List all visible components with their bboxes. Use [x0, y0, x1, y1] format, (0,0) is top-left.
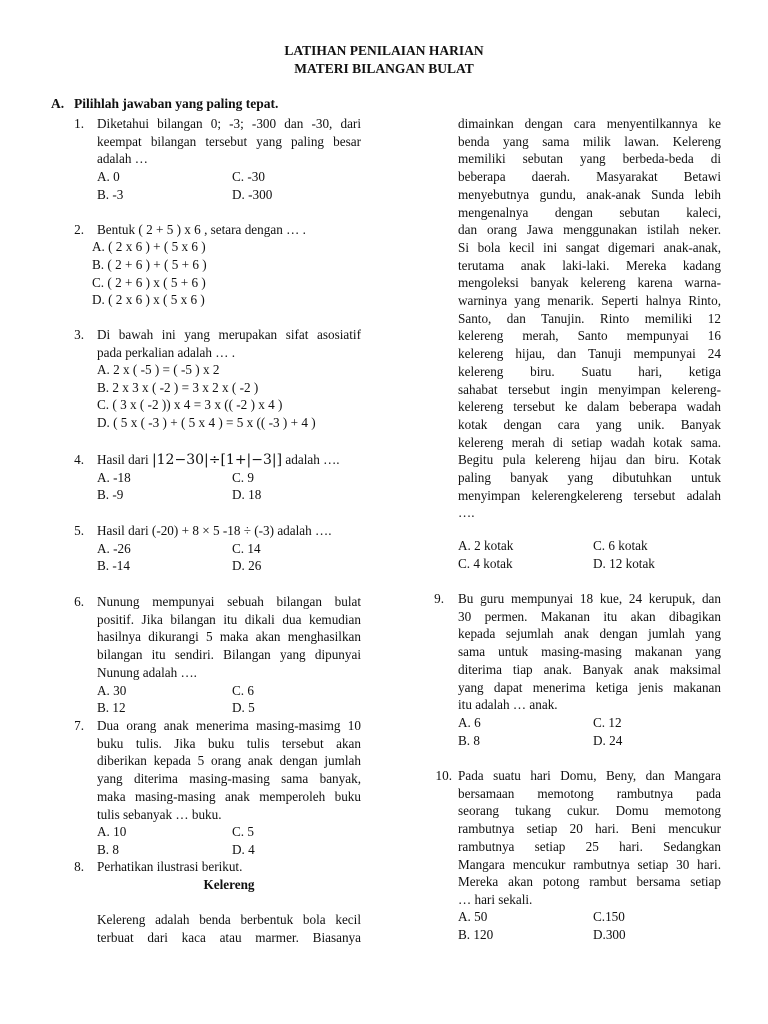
story-text-right	[458, 115, 721, 522]
option-c[interactable]: C. 5	[232, 824, 254, 839]
option-c[interactable]: C. 6	[232, 683, 254, 698]
question-line: 30 permen. Makanan itu akan dibagikan	[458, 608, 721, 624]
question-number: 4.	[74, 452, 84, 467]
question-line: Bu guru mempunyai 18 kue, 24 kerupuk, dan	[458, 591, 721, 606]
question-line: maka masing-masing anak memperoleh buku	[97, 788, 361, 804]
story-line: beberapa daerah. Masyarakat Betawi	[458, 169, 721, 185]
question-number: 8.	[74, 859, 84, 874]
question-line: positif. Jika bilangan itu dikali dua kemudian	[97, 611, 361, 627]
question-number: 1.	[74, 116, 84, 131]
question-text	[97, 115, 361, 168]
option-a[interactable]: A. 2 x ( -5 ) = ( -5 ) x 2	[97, 362, 220, 377]
question-line: tulis sebanyak … buku.	[97, 806, 222, 822]
option-b[interactable]: B. 8	[97, 842, 119, 857]
section-heading: Pilihlah jawaban yang paling tepat.	[74, 96, 279, 111]
option-a[interactable]: A. 2 kotak	[458, 538, 514, 553]
option-b[interactable]: B. 8	[458, 733, 480, 748]
question-number: 3.	[74, 327, 84, 342]
question-text: Bentuk ( 2 + 5 ) x 6 , setara dengan … .	[97, 222, 306, 237]
option-a[interactable]: A. 6	[458, 715, 481, 730]
option-a[interactable]: A. 10	[97, 824, 127, 839]
story-line: terbuat dari kaca atau marmer. Biasanya	[97, 929, 361, 945]
option-d[interactable]: D. 26	[232, 558, 262, 573]
question-text: Perhatikan ilustrasi berikut.	[97, 859, 243, 874]
question-number: 6.	[74, 594, 84, 609]
option-c[interactable]: C. -30	[232, 169, 265, 184]
question-text: Hasil dari (-20) + 8 × 5 -18 ÷ (-3) adalah ….	[97, 523, 332, 538]
question-line: pada perkalian adalah … .	[97, 344, 236, 360]
option-b[interactable]: B. 120	[458, 927, 494, 942]
option-c[interactable]: C. 9	[232, 470, 254, 485]
option-c[interactable]: C. ( 2 + 6 ) x ( 5 + 6 )	[92, 275, 206, 290]
option-c[interactable]: C. 12	[593, 715, 622, 730]
question-line: rambutnya setiap 25 hari. Sedangkan	[458, 838, 721, 854]
question-text	[97, 717, 361, 823]
story-line: Begitu pula kelereng hijau dan biru. Kotak	[458, 452, 721, 468]
option-b[interactable]: B. 12	[97, 700, 126, 715]
story-line: kelereng tersebut ke dalam beberapa wadah	[458, 399, 721, 415]
question-number: 9.	[434, 591, 444, 606]
question-line: hasilnya dikurangi 5 maka akan menghasilkan	[97, 629, 361, 645]
question-line: Pada suatu hari Domu, Beny, dan Mangara	[458, 768, 721, 783]
question-line: Diketahui bilangan 0; -3; -300 dan -30, dari	[97, 116, 361, 131]
question-text	[97, 326, 361, 361]
question-line: adalah …	[97, 151, 148, 167]
question-text	[97, 451, 340, 470]
question-suffix: adalah ….	[285, 452, 340, 467]
story-line: sahabat tersebut ingin menyimpan kelereng-	[458, 381, 721, 397]
question-line: Mangara mencukur rambutnya setiap 30 hari.	[458, 856, 721, 872]
story-line: kelereng merah di setiap wadah kotak sama.	[458, 434, 721, 450]
option-a[interactable]: A. -26	[97, 541, 131, 556]
option-a[interactable]: A. 0	[97, 169, 120, 184]
story-line: kelereng hijau, dan Tanuji mempunyai 24	[458, 346, 721, 362]
question-line: sama untuk masing-masing makanan yang	[458, 644, 721, 660]
question-line: yang diterima masing-masing sama banyak,	[97, 771, 361, 787]
question-line: seorang tukang cukur. Domu memotong	[458, 803, 721, 819]
question-line: Nunung mempunyai sebuah bilangan bulat	[97, 594, 361, 609]
question-line: buku tulis. Jika buku tulis tersebut akan	[97, 735, 361, 751]
question-text	[458, 590, 721, 714]
story-line: dan orang Jawa menggunakan istilah neker.	[458, 222, 721, 238]
question-line: itu adalah … anak.	[458, 697, 558, 713]
question-number: 7.	[74, 718, 84, 733]
question-line: Dua orang anak menerima masing-masimg 10	[97, 718, 361, 733]
story-line: warninya yang menarik. Seperti halnya Rinto,	[458, 293, 721, 309]
option-d[interactable]: D. -300	[232, 187, 273, 202]
question-line: bilangan itu sendiri. Bilangan yang dipunyai	[97, 647, 361, 663]
document-subtitle: MATERI BILANGAN BULAT	[294, 61, 474, 76]
option-d[interactable]: D. 24	[593, 733, 623, 748]
question-line: … hari sekali.	[458, 891, 533, 907]
option-c[interactable]: C. ( 3 x ( -2 )) x 4 = 3 x (( -2 ) x 4 )	[97, 397, 283, 412]
option-d[interactable]: D. 4	[232, 842, 255, 857]
option-c[interactable]: C. 6 kotak	[593, 538, 648, 553]
story-line: Si bola kecil ini sangat digemari anak-anak,	[458, 239, 721, 255]
question-number: 10.	[435, 768, 452, 783]
story-line: Kelereng adalah benda berbentuk bola kecil	[97, 912, 361, 927]
story-line: menyebutnya gundu, anak-anak Sunda lebih	[458, 186, 721, 202]
story-line: mengenalnya dengan sebutan kaleci,	[458, 204, 721, 220]
option-d[interactable]: D. ( 2 x 6 ) x ( 5 x 6 )	[92, 292, 205, 307]
story-line: memiliki sebutan yang berbeda-beda di	[458, 151, 721, 167]
story-line: dimainkan dengan cara menyentilkannya ke	[458, 116, 721, 131]
question-text	[97, 593, 361, 682]
option-c[interactable]: C. 14	[232, 541, 261, 556]
option-b[interactable]: B. ( 2 + 6 ) + ( 5 + 6 )	[92, 257, 207, 272]
question-line: Di bawah ini yang merupakan sifat asosiatif	[97, 327, 361, 342]
story-line: mengoleksi banyak kelereng karena warna-	[458, 275, 721, 291]
question-number: 5.	[74, 523, 84, 538]
option-d[interactable]: D. ( 5 x ( -3 ) + ( 5 x 4 ) = 5 x (( -3 ) + 4 )	[97, 415, 316, 430]
option-b[interactable]: B. -9	[97, 487, 124, 502]
story-line: kotak dengan cara yang unik. Banyak	[458, 416, 721, 432]
question-line: diberikan kepada 5 orang anak dengan jumlah	[97, 753, 361, 769]
question-text	[458, 767, 721, 909]
story-line: benda yang sama milik lawan. Kelereng	[458, 133, 721, 149]
story-line: menyimpan kelerengkelereng tersebut adalah	[458, 487, 721, 503]
question-line: diterima tiap anak. Banyak anak maksimal	[458, 661, 721, 677]
question-line: Mereka akan potong rambut bersama setiap	[458, 874, 721, 890]
story-line: terutama anak laki-laki. Mereka kadang	[458, 257, 721, 273]
option-a[interactable]: A. ( 2 x 6 ) + ( 5 x 6 )	[92, 239, 206, 254]
option-b[interactable]: B. -3	[97, 187, 124, 202]
question-line: yang dapat menerima ketiga jenis makanan	[458, 679, 721, 695]
option-d[interactable]: D.300	[593, 927, 626, 942]
option-c[interactable]: C.150	[593, 909, 625, 924]
story-line: kelereng merah, Santo mempunyai 16	[458, 328, 721, 344]
option-a[interactable]: A. 30	[97, 683, 127, 698]
story-line: kelereng biru. Suatu hari, ketiga	[458, 363, 721, 379]
question-prefix: Hasil dari	[97, 452, 149, 467]
story-line: Santo, dan Tanujin. Rinto memiliki 12	[458, 310, 721, 326]
option-d[interactable]: D. 12 kotak	[593, 556, 655, 571]
question-line: kepada sejumlah anak dengan jumlah yang	[458, 626, 721, 642]
question-number: 2.	[74, 222, 84, 237]
option-a[interactable]: A. 50	[458, 909, 488, 924]
math-expression: |12−30|÷[1+|−3|]	[151, 452, 283, 468]
option-d[interactable]: D. 5	[232, 700, 255, 715]
section-label: A.	[51, 96, 65, 111]
question-line: rambutnya setiap 20 hari. Beni mencukur	[458, 821, 721, 837]
option-b[interactable]: C. 4 kotak	[458, 556, 513, 571]
story-line: ….	[458, 505, 475, 521]
option-d[interactable]: D. 18	[232, 487, 262, 502]
option-a[interactable]: A. -18	[97, 470, 131, 485]
option-b[interactable]: B. 2 x 3 x ( -2 ) = 3 x 2 x ( -2 )	[97, 380, 259, 395]
question-line: Nunung adalah ….	[97, 664, 197, 680]
question-line: keempat bilangan tersebut yang paling besar	[97, 133, 361, 149]
story-line: paling banyak yang dibutuhkan untuk	[458, 470, 721, 486]
option-b[interactable]: B. -14	[97, 558, 130, 573]
story-title: Kelereng	[203, 877, 255, 892]
document-title: LATIHAN PENILAIAN HARIAN	[284, 43, 484, 58]
question-line: bersamaan memotong rambutnya pada	[458, 785, 721, 801]
story-text-left	[97, 911, 361, 946]
